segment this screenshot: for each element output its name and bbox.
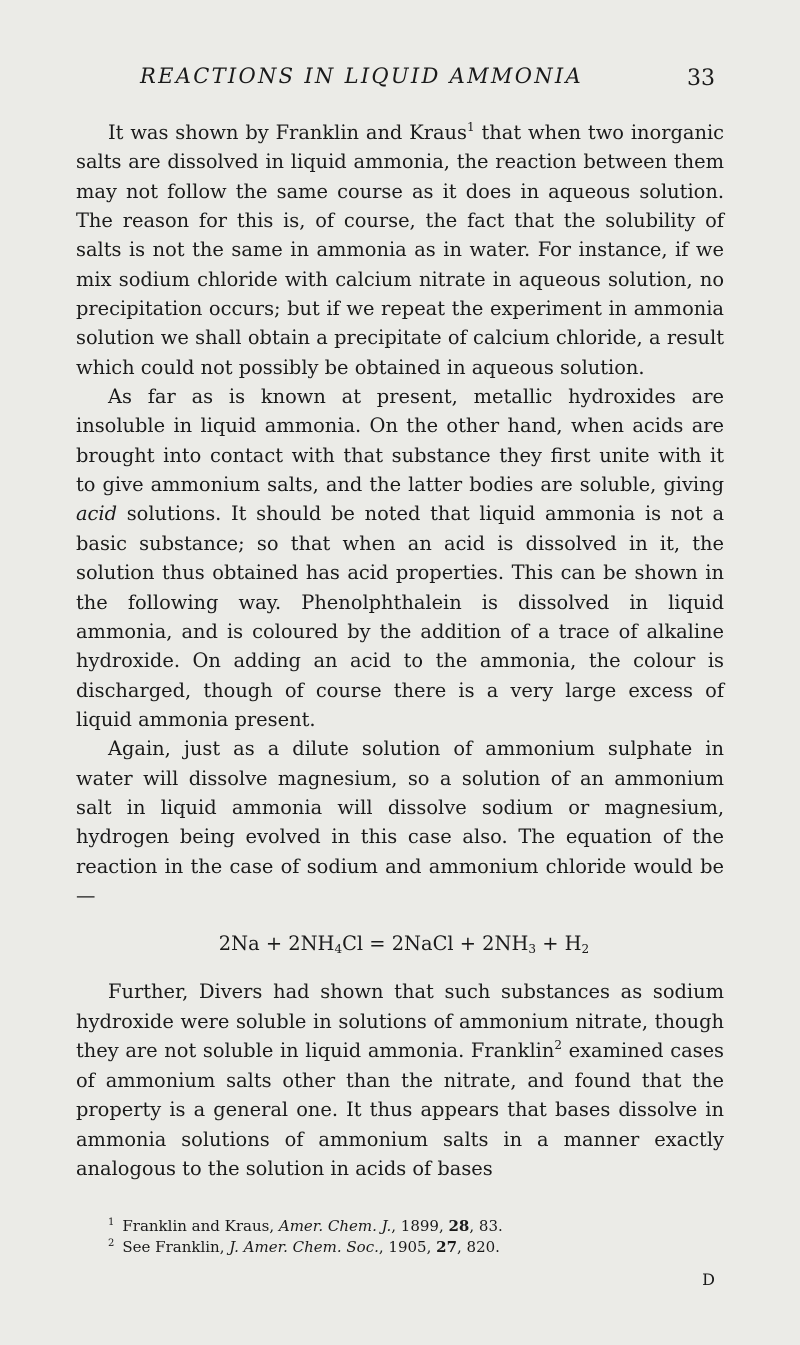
paragraph-2: As far as is known at present, metallic hydroxides are insoluble in liquid ammonia. On the other hand, when acids are brought into contact with that substance they first unite with it to give ammonium salts, and the latter bodies are soluble, giving acid solutions. It should be noted that liquid ammonia is not a basic substance; so that when an acid is dissolved in it, the solution thus obtained has acid properties. This can be shown in the following way. Phenolphthalein is dissolved in liquid ammonia, and is coloured by the addition of a trace of alkaline hydroxide. On adding an acid to the ammonia, the colour is discharged, though of course there is a very large excess of liquid ammonia present. <box>76 385 724 731</box>
footnote-2: $^2$ See Franklin, J. Amer. Chem. Soc., 1905, 27, 820. <box>108 1238 500 1256</box>
footnote-ref-2: 2 <box>554 1038 562 1052</box>
running-title: REACTIONS IN LIQUID AMMONIA <box>140 64 583 88</box>
signature-mark: D <box>702 1270 715 1289</box>
page-number: 33 <box>687 66 715 91</box>
body-text <box>76 118 724 910</box>
paragraph-4: Further, Divers had shown that such substances as sodium hydroxide were soluble in solutions of ammonium nitrate, though they are not soluble in liquid ammonia. Franklin$^2$ examined cases of ammonium salts other than the nitrate, and found that the property is a general one. It thus appears that bases dissolve in ammonia solutions of ammonium salts in a manner exactly analogous to the solution in acids of bases <box>76 980 725 1180</box>
footnote-ref-1: 1 <box>466 120 475 134</box>
body-text-continued <box>76 977 724 1184</box>
emphasis-acid: acid <box>76 502 118 526</box>
chemical-equation: $2Na + 2NH_4Cl$ = 2NaCl + $2NH_3 + H_2$ <box>218 932 590 956</box>
running-header <box>0 64 800 104</box>
paragraph-1: It was shown by Franklin and Kraus$^1$ that when two inorganic salts are dissolved in liquid ammonia, the reaction between them may not follow the same course as it does in aqueous solution. The reason for this is, of course, the fact that the solubility of salts is not the same in ammonia as in water. For instance, if we mix sodium chloride with calcium nitrate in aqueous solution, no precipitation occurs; but if we repeat the experiment in ammonia solution we shall obtain a precipitate of calcium chloride, a result which could not possibly be obtained in aqueous solution. <box>76 120 725 379</box>
paragraph-3: Again, just as a dilute solution of ammonium sulphate in water will dissolve magnesium, so a solution of an ammonium salt in liquid ammonia will dissolve sodium or magnesium, hydrogen being evolved in this case also. The equation of the reaction in the case of sodium and ammonium chloride would be— <box>76 737 724 907</box>
footnotes <box>76 1216 726 1258</box>
footnote-1: $^1$ Franklin and Kraus, Amer. Chem. J., 1899, 28, 83. <box>108 1217 503 1235</box>
